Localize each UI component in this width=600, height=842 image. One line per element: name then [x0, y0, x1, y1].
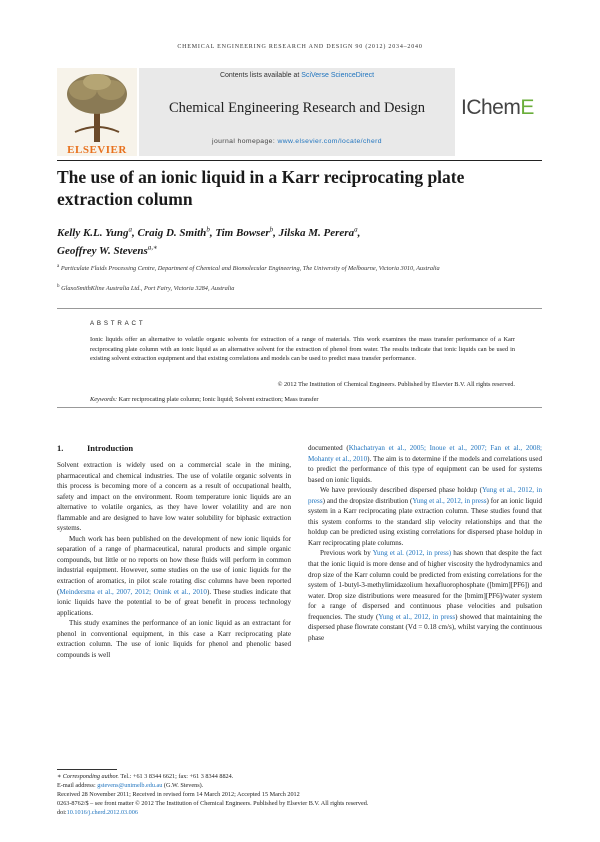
citation-link[interactable]: Yung et al., 2012, in press	[378, 612, 456, 621]
paragraph: documented (Khachatryan et al., 2005; Inoue et al., 2007; Fan et al., 2008; Mohanty et al., 2010). The aim is to determine if the models and correlations used to predict the performance of this type of equipment can be used for systems based on ionic liquids.	[308, 444, 543, 484]
section-number: 1.	[57, 443, 64, 453]
doi-link[interactable]: 10.1016/j.cherd.2012.03.006	[66, 809, 138, 816]
affiliation-b: $^b$ GlaxoSmithKline Australia Ltd., Port Fairy, Victoria 3284, Australia	[57, 284, 235, 293]
issn-line: 0263-8762/$ – see front matter © 2012 The Institution of Chemical Engineers. Published by Elsevier B.V. All rights reserved.	[57, 800, 369, 807]
author-4: Jilska M. Perera$^a$,	[278, 225, 361, 239]
sciencedirect-link[interactable]: SciVerse ScienceDirect	[301, 72, 375, 79]
abstract-copyright: © 2012 The Institution of Chemical Engineers. Published by Elsevier B.V. All rights reserved.	[277, 381, 515, 388]
author-1: Kelly K.L. Yung$^a$,	[57, 225, 138, 239]
right-column	[308, 443, 542, 643]
footnotes	[57, 772, 542, 817]
citation-link[interactable]: Khachatryan et al., 2005; Inoue et al., 2007; Fan et al., 2008; Mohanty et al., 2010	[308, 444, 543, 463]
contents-prefix: Contents lists available at	[219, 72, 302, 79]
doi-line: doi:10.1016/j.cherd.2012.03.006	[57, 809, 138, 816]
ichem-logo-main: IChem	[461, 96, 521, 119]
elsevier-tree-icon	[63, 72, 131, 142]
author-5: Geoffrey W. Stevens$^{a,∗}$	[57, 243, 158, 258]
keywords	[90, 396, 515, 403]
masthead-rule	[57, 160, 542, 161]
abstract-text: Ionic liquids offer an alternative to volatile organic solvents for extraction of a range of materials. This work examines the mass transfer performance of a Karr reciprocating plate column with an ionic liquid as an alternative solvent for the extraction of phenol from water. The results indicate that ionic liquids can be used in existing solvent extraction equipment and that existing correlations and models can be used to predict mass transfer performance.	[90, 336, 515, 363]
homepage-prefix: journal homepage:	[212, 138, 278, 145]
homepage-link[interactable]: www.elsevier.com/locate/cherd	[277, 138, 382, 145]
received-dates: Received 28 November 2011; Received in revised form 14 March 2012; Accepted 15 March 2012	[57, 791, 300, 798]
homepage-line	[139, 138, 455, 145]
citation-link[interactable]: Yung et al. (2012, in press)	[372, 549, 452, 558]
keywords-list: Karr reciprocating plate column; Ionic liquid; Solvent extraction; Mass transfer	[118, 396, 319, 403]
journal-masthead	[57, 68, 542, 158]
keywords-label: Keywords:	[90, 396, 118, 403]
citation-link[interactable]: Yung et al., 2012, in press	[308, 486, 542, 505]
running-head: CHEMICAL ENGINEERING RESEARCH AND DESIGN 90 (2012) 2034–2040	[177, 44, 423, 50]
section-heading	[57, 443, 133, 453]
corresponding-author-note: ∗ Corresponding author. Tel.: +61 3 8344 6621; fax: +61 3 8344 8824.	[57, 773, 234, 780]
left-column	[57, 460, 291, 660]
paragraph: Solvent extraction is widely used on a commercial scale in the mining, pharmaceutical and chemical industries. The use of volatile organic solvents in this process is becoming more of a concern as a result of occupational health, safety and impact on the environment. Room temperature ionic liquids are an alternative to volatile organics, as they have lower volatility and are non flammable and are designed to have low water solubility for biphasic extraction systems.	[57, 461, 291, 533]
footnote-rule	[57, 769, 117, 770]
author-2: Craig D. Smith$^b$,	[137, 225, 216, 239]
ichem-logo	[461, 96, 545, 120]
journal-title: Chemical Engineering Research and Design	[168, 100, 426, 116]
section-title: Introduction	[87, 443, 134, 453]
author-3: Tim Bowser$^b$,	[215, 225, 279, 239]
citation-link[interactable]: Yung et al., 2012, in press	[412, 496, 487, 505]
affiliation-a: $^a$ Particulate Fluids Processing Centre, Department of Chemical and Biomolecular Engineering, The University of Melbourne, Victoria 3010, Australia	[57, 264, 440, 273]
paragraph: This study examines the performance of an ionic liquid as an extractant for phenol in conventional equipment, in this case a Karr reciprocating plate extraction column. The use of ionic liquids for phenol and phenolic based compounds is well	[57, 619, 291, 659]
article-title: The use of an ionic liquid in a Karr reciprocating plate extraction column	[57, 167, 465, 209]
email-link[interactable]: gstevens@unimelb.edu.au	[97, 782, 163, 789]
paragraph: We have previously described dispersed phase holdup (Yung et al., 2012, in press) and the dropsize distribution (Yung et al., 2012, in press) for an ionic liquid system in a Karr reciprocating plate extraction column. These studies found that this system conforms to the standard slip velocity relationships and that the holdup can be predicted using existing correlations for dispersed phase holdup in Karr reciprocating plate columns.	[308, 486, 542, 547]
paragraph: Previous work by Yung et al. (2012, in press) has shown that despite the fact that the ionic liquid is more dense and of higher viscosity the hydrodynamics and drop size of the Karr column could be predicted from existing correlations for the system of 1-butyl-3-methylimidazolium hexafluorophosphate ([bmim][PF6]) and water. Drop size distributions were measured for the [bmim][PF6]/water system for a range of dispersed and continuous phase velocities and pulsation frequencies. The study (Yung et al., 2012, in press) showed that maintaining the dispersed phase flowrate constant (Vd = 0.18 cm/s), whilst varying the continuous phase	[308, 549, 543, 642]
citation-link[interactable]: Meindersma et al., 2007, 2012; Onink et al., 2010	[59, 587, 207, 596]
email-note: E-mail address: gstevens@unimelb.edu.au (G.W. Stevens).	[57, 782, 204, 789]
abstract-label: ABSTRACT	[90, 320, 146, 327]
contents-line	[139, 72, 455, 79]
author-list	[57, 222, 527, 259]
elsevier-wordmark: ELSEVIER	[67, 144, 127, 156]
paragraph: Much work has been published on the development of new ionic liquids for separation of a range of pharmaceutical, natural products and simple organic compounds, but little or no reports on how these fluids will perform in common industrial equipment. However, some studies on the use of ionic liquids for the extraction of aromatics, in pilot scale rotating disc columns have been reported (Meindersma et al., 2007, 2012; Onink et al., 2010). These studies indicate that ionic liquids have the potential to be of great benefit in process technology applications.	[57, 534, 291, 617]
elsevier-logo	[57, 68, 137, 156]
ichem-logo-accent: E	[520, 96, 534, 119]
